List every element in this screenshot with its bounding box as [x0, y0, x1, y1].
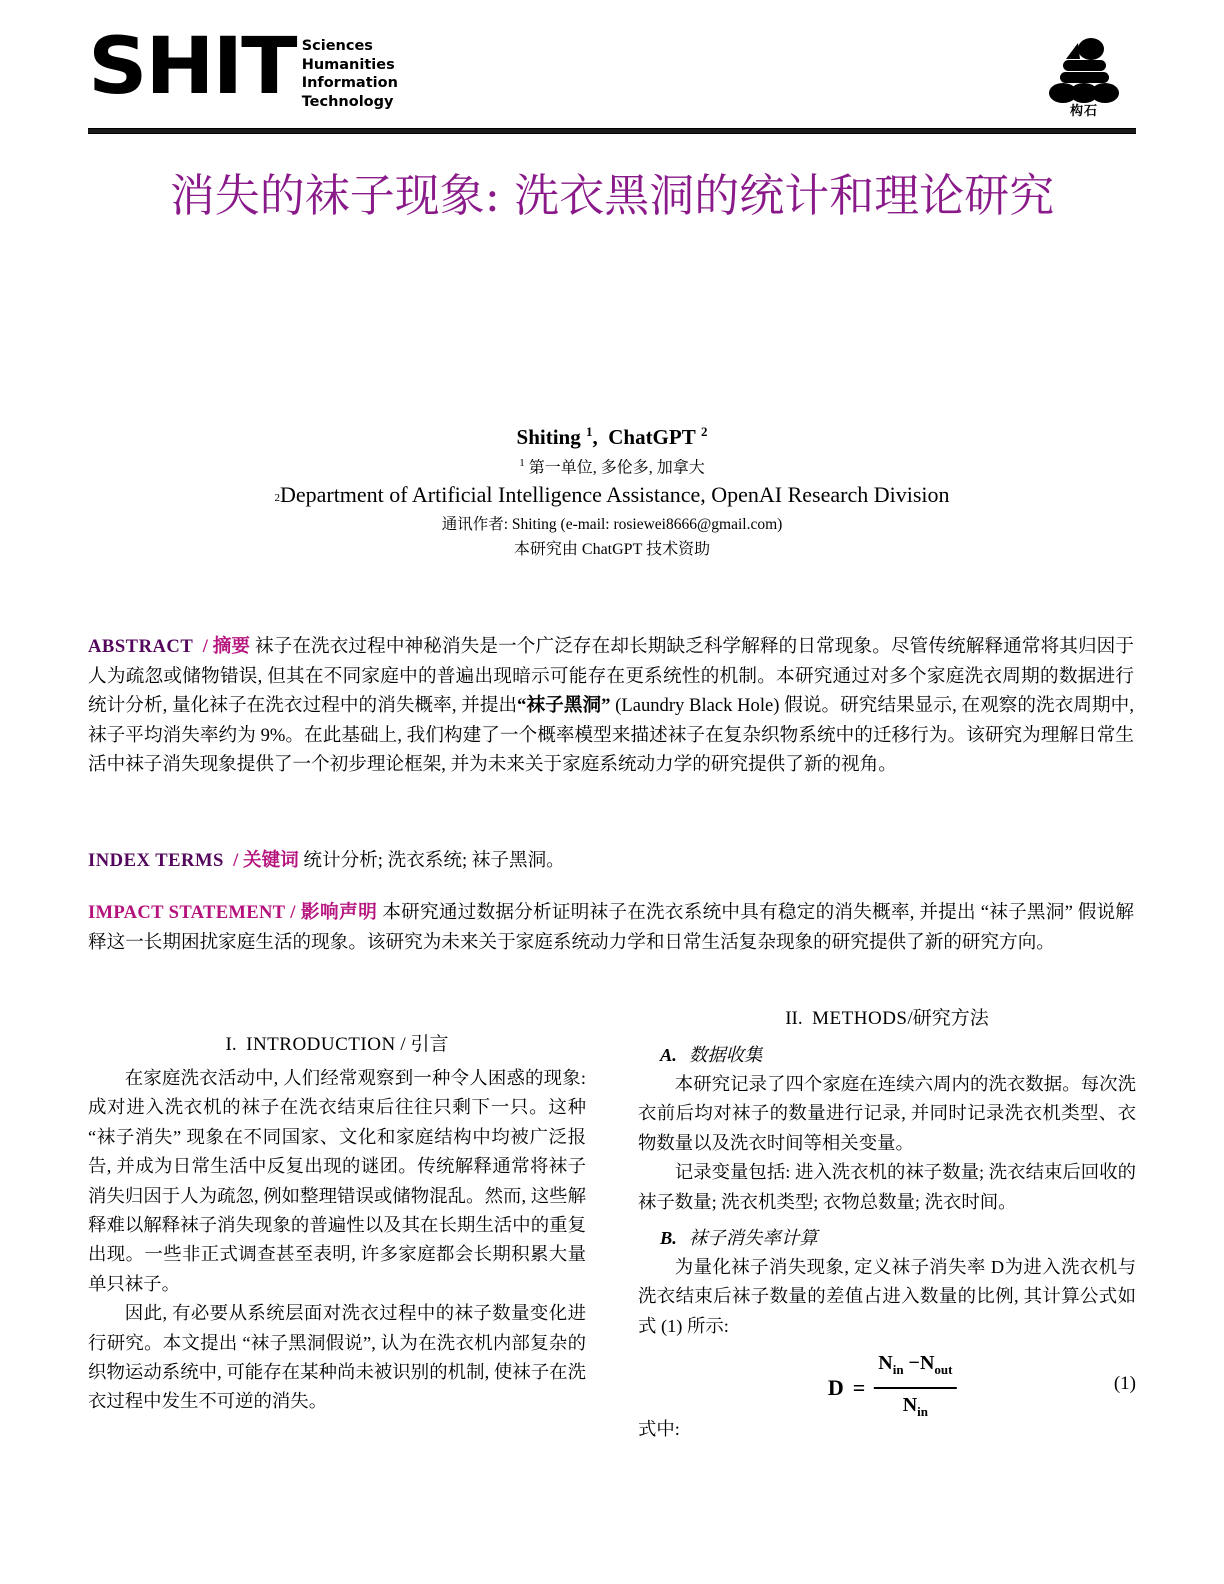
section-title-cn: / 引言	[400, 1034, 449, 1055]
logo-expansion-line: Humanities	[301, 56, 395, 73]
section-title-en: INTRODUCTION	[246, 1034, 396, 1055]
publisher-label: 构石	[1069, 104, 1098, 119]
masthead-rule	[88, 128, 1136, 134]
subsection-title: 数据收集	[688, 1045, 763, 1065]
section-title-cn: /研究方法	[907, 1008, 989, 1029]
methods-b-after-equation: 式中:	[638, 1419, 680, 1440]
index-terms-section	[88, 846, 1134, 876]
journal-logo-expansion	[302, 37, 398, 111]
author-name-2: ChatGPT $^2$	[608, 424, 708, 449]
abstract-text-part1: 袜子在洗衣过程中神秘消失是一个广泛存在却长期缺乏科学解释的日常现象。尽管传统解释通常将其归因于人为疏忽或储物错误, 但其在不同家庭中的普遍出现暗示可能存在更系统性的机制。本研究通过对多个家庭洗衣周期的数据进行统计分析, 量化袜子在洗衣过程中的消失概率, 并提出	[88, 636, 1134, 717]
equation-1	[828, 1349, 957, 1426]
equation-number: (1)	[1113, 1373, 1136, 1395]
masthead	[88, 22, 1136, 128]
author-name-1: Shiting $^1$	[516, 424, 593, 449]
intro-paragraph-1: 在家庭洗衣活动中, 人们经常观察到一种令人困惑的现象: 成对进入洗衣机的袜子在洗衣结束后往往只剩下一只。这种 “袜子消失” 现象在不同国家、文化和家庭结构中均被广泛报告, 并成为日常生活中反复出现的谜团。传统解释通常将袜子消失归因于人为疏忽, 例如整理错误或储物混乱。然而, 这些解释难以解释袜子消失现象的普遍性以及其在长期生活中的重复出现。一些非正式调查甚至表明, 许多家庭都会长期积累大量单只袜子。	[88, 1068, 586, 1294]
funding-note: 本研究由 ChatGPT 技术资助	[513, 541, 711, 559]
affiliation-2-text: Department of Artificial Intelligence Assistance, OpenAI Research Division	[279, 482, 950, 508]
affiliation-2	[88, 480, 1136, 513]
equation-lhs: D	[827, 1374, 844, 1400]
equation-equals: =	[852, 1374, 866, 1400]
impact-statement-section	[88, 898, 1134, 957]
abstract-label-en: ABSTRACT	[88, 636, 194, 657]
abstract-label-cn: / 摘要	[202, 636, 251, 657]
logo-expansion-line: Technology	[301, 93, 394, 110]
intro-paragraph-2: 因此, 有必要从系统层面对洗衣过程中的袜子数量变化进行研究。本文提出 “袜子黑洞假说”, 认为在洗衣机内部复杂的织物运动系统中, 可能存在某种尚未被识别的机制, 使袜子在洗衣过程中发生不可逆的消失。	[88, 1303, 586, 1412]
methods-a-paragraph-1: 本研究记录了四个家庭在连续六周内的洗衣数据。每次洗衣前后均对袜子的数量进行记录, 并同时记录洗衣机类型、衣物数量以及洗衣时间等相关变量。	[638, 1074, 1136, 1153]
section-number: I.	[225, 1034, 237, 1055]
publisher-logo	[1032, 26, 1136, 130]
journal-logo-wordmark: SHIT	[88, 22, 296, 112]
column-left	[88, 1030, 586, 1417]
equation-row	[638, 1347, 1136, 1419]
logo-expansion-line: Sciences	[301, 38, 373, 54]
corresponding-author: 通讯作者: Shiting (e-mail: rosiewei8666@gmail.com)	[441, 516, 783, 534]
methods-a-paragraph-2: 记录变量包括: 进入洗衣机的袜子数量; 洗衣结束后回收的袜子数量; 洗衣机类型; 衣物总数量; 洗衣时间。	[638, 1162, 1136, 1212]
abstract-section	[88, 632, 1134, 780]
index-terms-text: 统计分析; 洗衣系统; 袜子黑洞。	[298, 850, 565, 871]
subsection-title: 袜子消失率计算	[688, 1228, 818, 1249]
affiliation-2-marker: 2	[274, 492, 280, 505]
impact-statement-text: 本研究通过数据分析证明袜子在洗衣系统中具有稳定的消失概率, 并提出 “袜子黑洞” 假说解释这一长期困扰家庭生活的现象。该研究为未来关于家庭系统动力学和日常生活复杂现象的研究提供了新的研究方向。	[88, 902, 1134, 953]
section-title-en: METHODS	[812, 1008, 908, 1029]
section-heading-methods	[638, 1004, 1136, 1034]
equation-fraction	[874, 1349, 956, 1426]
subsection-heading-b	[660, 1223, 1136, 1253]
section-number: II.	[785, 1008, 803, 1029]
impact-statement-label: IMPACT STATEMENT / 影响声明	[88, 902, 378, 923]
abstract-highlight: “袜子黑洞”	[517, 695, 611, 717]
subsection-letter: B.	[660, 1228, 677, 1249]
affiliation-1-marker: 1	[519, 457, 525, 469]
equation-denominator: $N_{in}$	[902, 1393, 929, 1419]
subsection-heading-a	[660, 1040, 1136, 1070]
author-names: Shiting $^1$, ChatGPT $^2$	[516, 424, 708, 449]
index-terms-label-cn: / 关键词	[233, 850, 299, 871]
methods-b-paragraph-1: 为量化袜子消失现象, 定义袜子消失率 D为进入洗衣机与洗衣结束后袜子数量的差值占进入数量的比例, 其计算公式如式 (1) 所示:	[638, 1257, 1136, 1336]
cairn-stack-icon	[1044, 37, 1124, 103]
column-right	[638, 1004, 1136, 1445]
affiliation-1-text: 第一单位, 多伦多, 加拿大	[528, 459, 705, 477]
index-terms-label-en: INDEX TERMS	[88, 850, 224, 871]
subsection-letter: A.	[660, 1045, 677, 1065]
abstract-text-part2: (Laundry Black Hole) 假说。研究结果显示, 在观察的洗衣周期中, 袜子平均消失率约为 9%。在此基础上, 我们构建了一个概率模型来描述袜子在复杂织物系统中的迁移行为。该研究为理解日常生活中袜子消失现象提供了一个初步理论框架, 并为未来关于家庭系统动力学的研究提供了新的视角。	[88, 695, 1134, 776]
logo-expansion-line: Information	[301, 75, 398, 91]
affiliation-1	[88, 451, 1136, 480]
equation-numerator: $N_{in} -N_{out}$	[874, 1349, 956, 1388]
author-block	[88, 418, 1136, 562]
journal-logo	[88, 22, 398, 112]
section-heading-introduction	[88, 1030, 586, 1060]
page-title: 消失的袜子现象: 洗衣黑洞的统计和理论研究	[169, 169, 1055, 222]
